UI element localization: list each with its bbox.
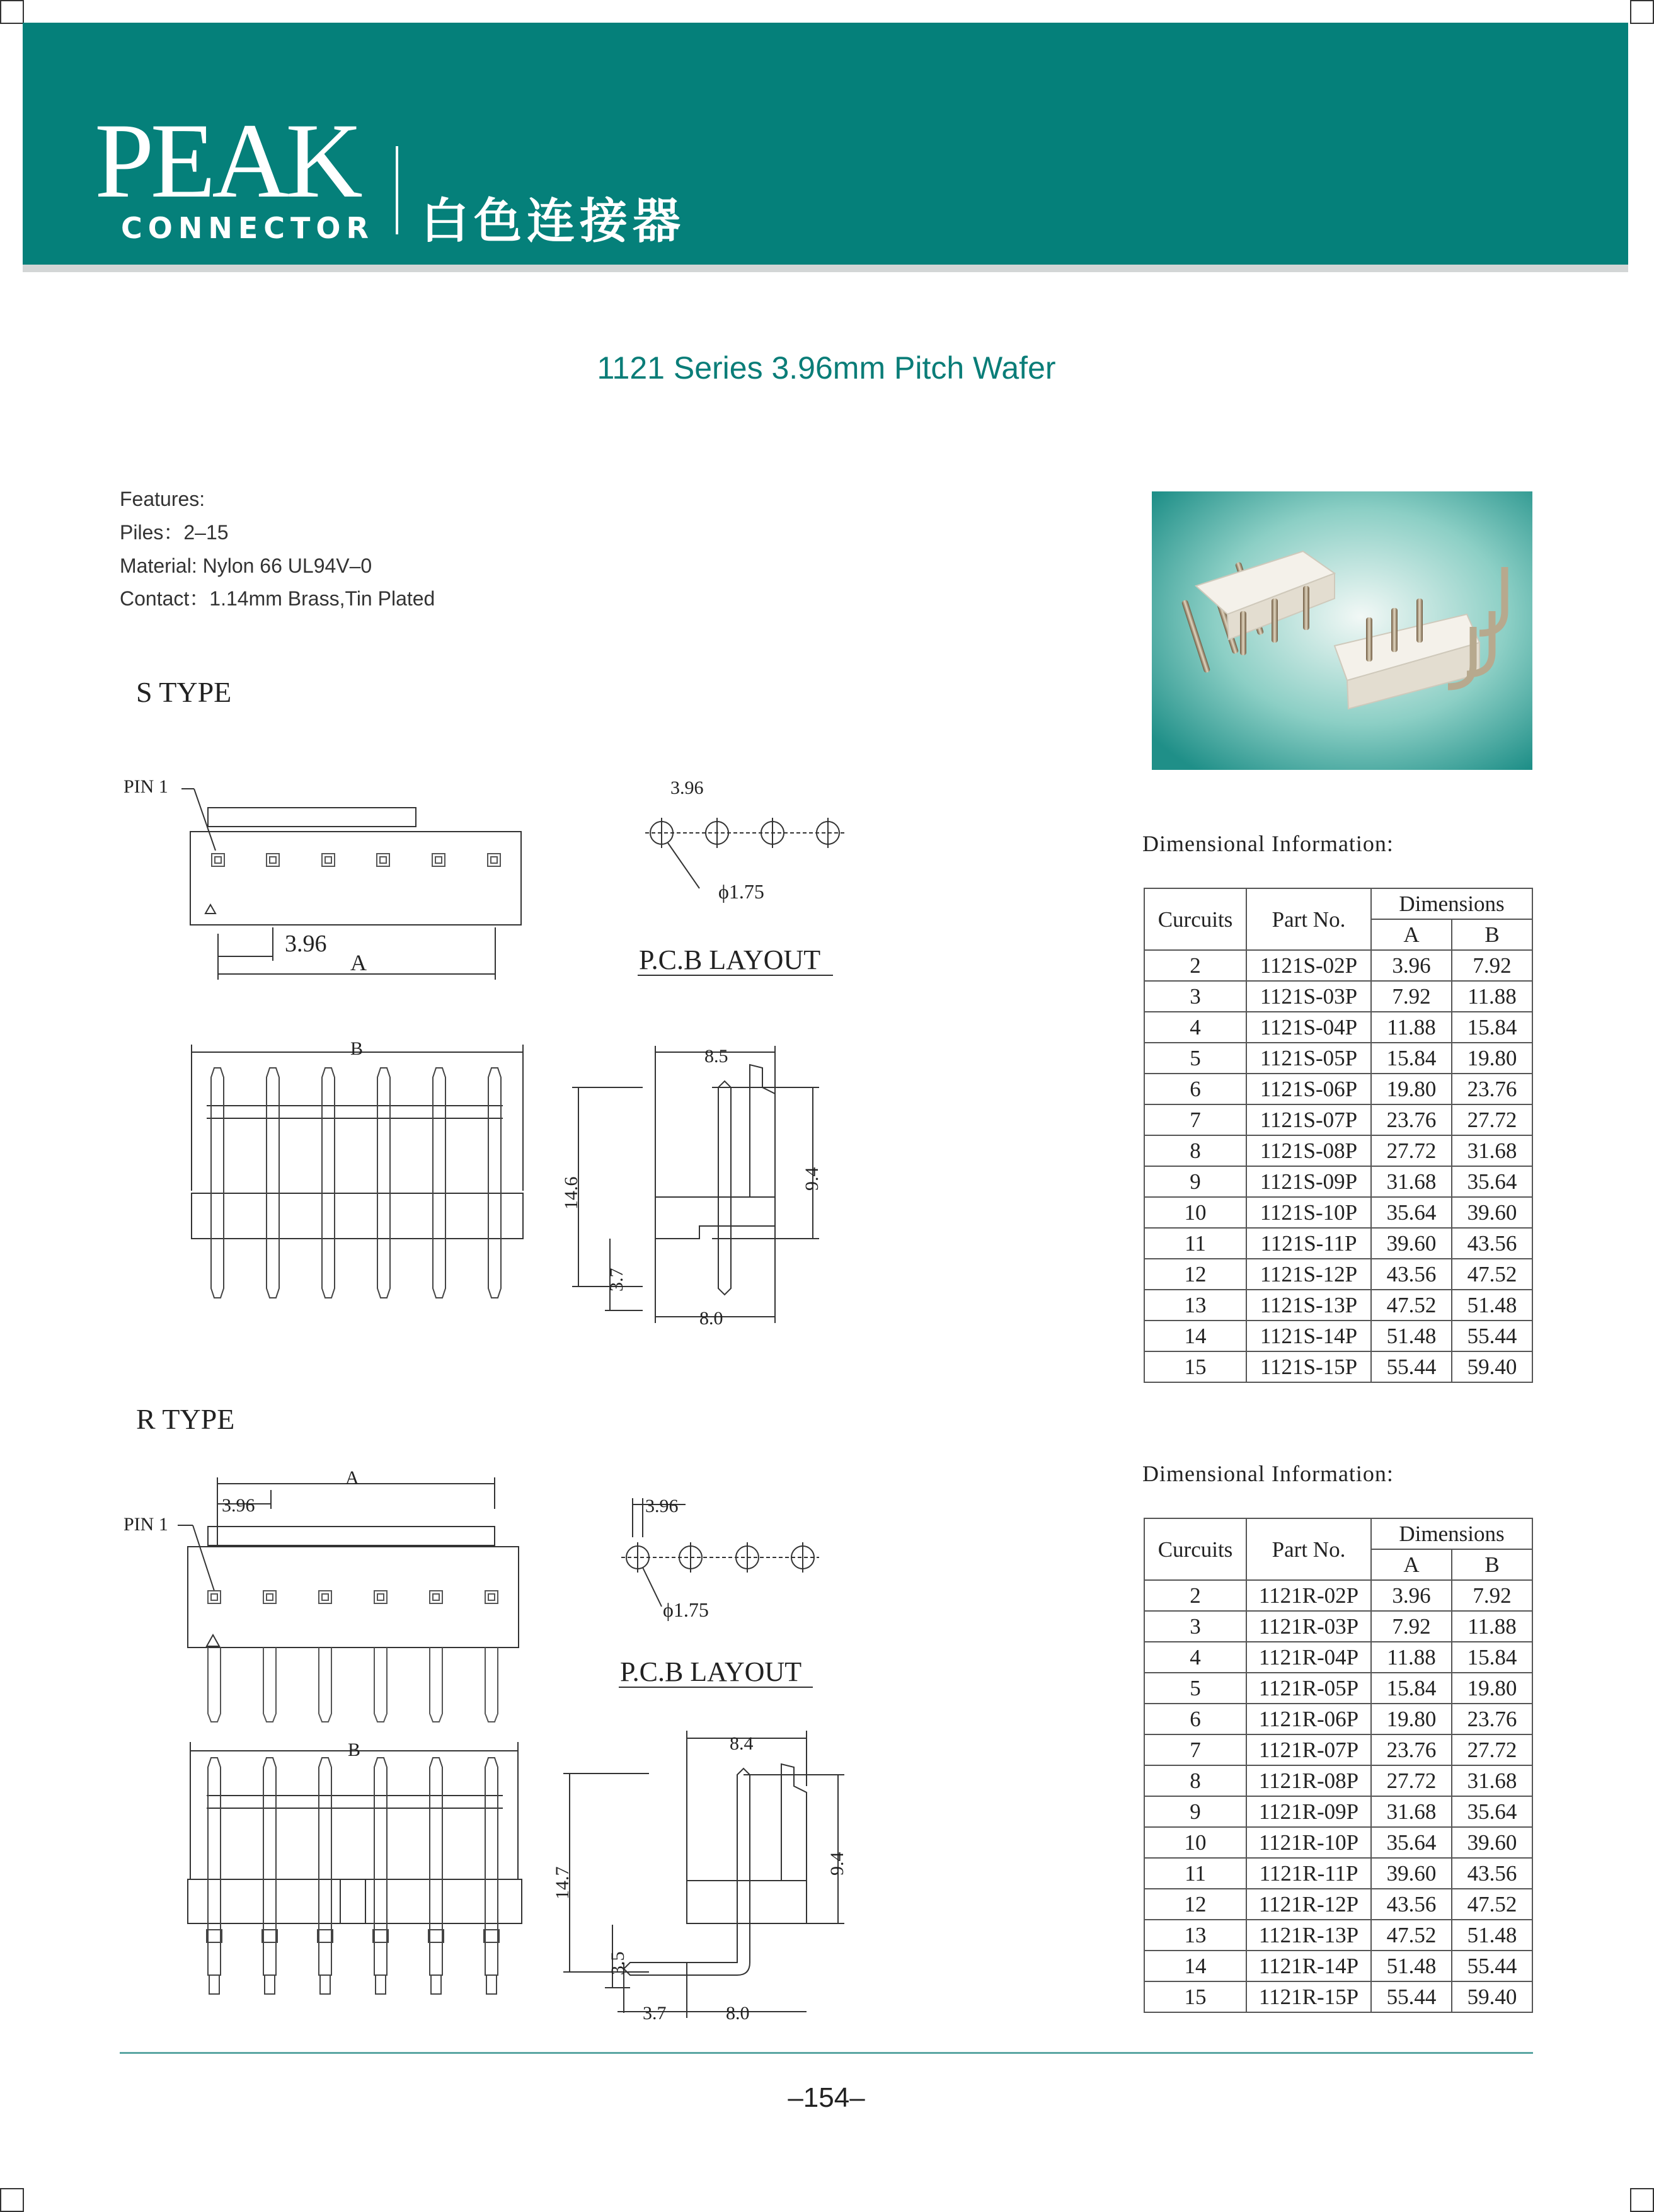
s-cell: 1121S-07P	[1246, 1104, 1371, 1135]
r-cell: 8	[1144, 1765, 1246, 1796]
r-cell: 1121R-07P	[1246, 1734, 1371, 1765]
r-cell: 1121R-03P	[1246, 1611, 1371, 1642]
table-row	[1144, 1704, 1532, 1734]
s-cell: 35.64	[1452, 1166, 1532, 1197]
r-cell: 1121R-14P	[1246, 1951, 1371, 1981]
s-cell: 3	[1144, 981, 1246, 1012]
brand-subtitle: CONNECTOR	[121, 211, 374, 245]
s-type-pcb-layout	[630, 769, 870, 983]
r-cell: 1121R-15P	[1246, 1981, 1371, 2012]
crop-mark-bl	[0, 2188, 24, 2212]
r-cell: 1121R-12P	[1246, 1889, 1371, 1920]
r-cell: 3	[1144, 1611, 1246, 1642]
r-cell: 13	[1144, 1920, 1246, 1951]
s-cell: 12	[1144, 1259, 1246, 1290]
s-cell: 55.44	[1452, 1321, 1532, 1351]
s-cell: 1121S-11P	[1246, 1228, 1371, 1259]
r-side-top: 8.4	[730, 1733, 754, 1754]
s-cell: 11	[1144, 1228, 1246, 1259]
s-cell: 4	[1144, 1012, 1246, 1043]
s-cell: 47.52	[1371, 1290, 1452, 1321]
r-cell: 1121R-02P	[1246, 1580, 1371, 1611]
table-row	[1144, 1951, 1532, 1981]
s-col-circuits: Curcuits	[1144, 888, 1246, 950]
s-col-dimensions: Dimensions	[1371, 888, 1532, 919]
r-cell: 31.68	[1371, 1796, 1452, 1827]
s-type-bottom-view	[183, 1040, 536, 1336]
s-cell: 43.56	[1371, 1259, 1452, 1290]
s-cell: 31.68	[1452, 1135, 1532, 1166]
s-cell: 31.68	[1371, 1166, 1452, 1197]
r-cell: 11.88	[1371, 1642, 1452, 1673]
r-cell: 6	[1144, 1704, 1246, 1734]
r-cell: 23.76	[1371, 1734, 1452, 1765]
r-dimension-table	[1144, 1518, 1533, 2013]
r-cell: 1121R-11P	[1246, 1858, 1371, 1889]
s-type-front-view	[120, 762, 548, 989]
logo-divider	[396, 146, 398, 234]
r-side-tail: 3.5	[607, 1951, 628, 1975]
header-title: 白色连接器	[421, 193, 686, 249]
r-dim-b-label: B	[348, 1739, 361, 1760]
r-cell: 19.80	[1371, 1704, 1452, 1734]
s-cell: 39.60	[1452, 1197, 1532, 1228]
s-side-tail: 3.7	[606, 1268, 627, 1292]
r-col-circuits: Curcuits	[1144, 1518, 1246, 1580]
crop-mark-br	[1630, 2188, 1654, 2212]
features-heading: Features:	[120, 488, 205, 510]
s-cell: 1121S-13P	[1246, 1290, 1371, 1321]
s-cell: 14	[1144, 1321, 1246, 1351]
r-cell: 10	[1144, 1827, 1246, 1858]
r-cell: 1121R-08P	[1246, 1765, 1371, 1796]
r-side-height: 14.7	[552, 1866, 573, 1900]
s-cell: 1121S-15P	[1246, 1351, 1371, 1382]
product-photo	[1152, 491, 1532, 770]
s-cell: 55.44	[1371, 1351, 1452, 1382]
s-cell: 35.64	[1371, 1197, 1452, 1228]
r-cell: 11	[1144, 1858, 1246, 1889]
s-cell: 15.84	[1452, 1012, 1532, 1043]
table-row	[1144, 1012, 1532, 1043]
r-type-bottom-view	[183, 1736, 536, 2007]
s-table-title: Dimensional Information:	[1142, 831, 1394, 856]
footer-divider	[120, 2052, 1533, 2054]
s-cell: 27.72	[1452, 1104, 1532, 1135]
table-row	[1144, 1321, 1532, 1351]
table-row	[1144, 1734, 1532, 1765]
s-cell: 23.76	[1452, 1074, 1532, 1104]
s-cell: 15	[1144, 1351, 1246, 1382]
s-cell: 7	[1144, 1104, 1246, 1135]
s-cell: 1121S-12P	[1246, 1259, 1371, 1290]
r-cell: 35.64	[1452, 1796, 1532, 1827]
table-row	[1144, 1642, 1532, 1673]
feature-contact: Contact：1.14mm Brass,Tin Plated	[120, 587, 435, 610]
r-cell: 1121R-09P	[1246, 1796, 1371, 1827]
r-cell: 15.84	[1452, 1642, 1532, 1673]
s-cell: 11.88	[1452, 981, 1532, 1012]
s-side-right: 9.4	[801, 1167, 822, 1191]
r-cell: 35.64	[1371, 1827, 1452, 1858]
s-col-part: Part No.	[1246, 888, 1371, 950]
r-cell: 27.72	[1452, 1734, 1532, 1765]
s-cell: 27.72	[1371, 1135, 1452, 1166]
header-shadow	[23, 265, 1628, 272]
r-cell: 15.84	[1371, 1673, 1452, 1704]
s-cell: 13	[1144, 1290, 1246, 1321]
s-col-a: A	[1371, 919, 1452, 950]
s-pitch-label: 3.96	[285, 931, 327, 957]
s-cell: 15.84	[1371, 1043, 1452, 1074]
s-cell: 6	[1144, 1074, 1246, 1104]
r-type-heading: R TYPE	[136, 1403, 235, 1435]
s-dim-a-label: A	[350, 950, 367, 975]
r-cell: 51.48	[1371, 1951, 1452, 1981]
s-cell: 1121S-06P	[1246, 1074, 1371, 1104]
r-cell: 39.60	[1452, 1827, 1532, 1858]
table-row	[1144, 1673, 1532, 1704]
table-row	[1144, 1166, 1532, 1197]
table-row	[1144, 1228, 1532, 1259]
s-side-bottom: 8.0	[699, 1308, 723, 1329]
r-col-a: A	[1371, 1549, 1452, 1580]
r-type-side-view	[552, 1723, 847, 2026]
feature-piles: Piles：2–15	[120, 521, 229, 544]
r-cell: 14	[1144, 1951, 1246, 1981]
s-cell: 1121S-10P	[1246, 1197, 1371, 1228]
table-row	[1144, 950, 1532, 981]
r-cell: 7.92	[1371, 1611, 1452, 1642]
crop-mark-tr	[1630, 0, 1654, 24]
r-cell: 4	[1144, 1642, 1246, 1673]
r-col-dimensions: Dimensions	[1371, 1518, 1532, 1549]
s-cell: 10	[1144, 1197, 1246, 1228]
s-cell: 19.80	[1371, 1074, 1452, 1104]
r-cell: 43.56	[1452, 1858, 1532, 1889]
r-pitch-label: 3.96	[222, 1495, 255, 1516]
s-cell: 11.88	[1371, 1012, 1452, 1043]
r-pcb-pitch: 3.96	[645, 1496, 679, 1516]
r-cell: 43.56	[1371, 1889, 1452, 1920]
s-cell: 51.48	[1371, 1321, 1452, 1351]
r-cell: 7	[1144, 1734, 1246, 1765]
s-pin1-label: PIN 1	[123, 776, 168, 797]
r-pcb-hole: ϕ1.75	[663, 1598, 709, 1621]
s-cell: 8	[1144, 1135, 1246, 1166]
r-type-front-pins	[208, 1591, 498, 1722]
s-cell: 5	[1144, 1043, 1246, 1074]
crop-mark-tl	[0, 0, 24, 24]
s-cell: 1121S-08P	[1246, 1135, 1371, 1166]
s-pcb-hole: ϕ1.75	[718, 880, 764, 903]
table-row	[1144, 1827, 1532, 1858]
r-cell: 1121R-06P	[1246, 1704, 1371, 1734]
r-table-title: Dimensional Information:	[1142, 1461, 1394, 1486]
brand-logo: PEAK	[95, 101, 359, 220]
s-cell: 1121S-05P	[1246, 1043, 1371, 1074]
feature-material: Material: Nylon 66 UL94V–0	[120, 554, 372, 577]
table-row	[1144, 1290, 1532, 1321]
r-col-b: B	[1452, 1549, 1532, 1580]
r-pcb-layout-label: P.C.B LAYOUT	[620, 1656, 802, 1687]
s-cell: 2	[1144, 950, 1246, 981]
s-cell: 7.92	[1371, 981, 1452, 1012]
s-type-heading: S TYPE	[136, 676, 232, 708]
r-col-part: Part No.	[1246, 1518, 1371, 1580]
r-type-front-view	[120, 1465, 529, 1736]
r-cell: 23.76	[1452, 1704, 1532, 1734]
s-type-front-pins	[212, 854, 500, 866]
r-cell: 55.44	[1452, 1951, 1532, 1981]
s-side-top: 8.5	[704, 1046, 728, 1067]
table-row	[1144, 1043, 1532, 1074]
table-row	[1144, 1104, 1532, 1135]
r-type-bottom-pins	[207, 1758, 499, 1994]
s-cell: 7.92	[1452, 950, 1532, 981]
r-cell: 47.52	[1371, 1920, 1452, 1951]
s-cell: 1121S-04P	[1246, 1012, 1371, 1043]
table-row	[1144, 1858, 1532, 1889]
table-row	[1144, 1920, 1532, 1951]
r-cell: 19.80	[1452, 1673, 1532, 1704]
table-row	[1144, 1259, 1532, 1290]
r-side-bottom-left: 3.7	[643, 2003, 667, 2024]
r-cell: 11.88	[1452, 1611, 1532, 1642]
r-cell: 7.92	[1452, 1580, 1532, 1611]
table-row	[1144, 1765, 1532, 1796]
table-row	[1144, 1197, 1532, 1228]
r-cell: 1121R-04P	[1246, 1642, 1371, 1673]
r-cell: 55.44	[1371, 1981, 1452, 2012]
table-row	[1144, 1580, 1532, 1611]
s-cell: 19.80	[1452, 1043, 1532, 1074]
s-pcb-pitch: 3.96	[670, 777, 704, 798]
r-cell: 1121R-10P	[1246, 1827, 1371, 1858]
s-side-height: 14.6	[561, 1176, 582, 1210]
s-cell: 3.96	[1371, 950, 1452, 981]
page-title: 1121 Series 3.96mm Pitch Wafer	[597, 350, 1056, 386]
r-cell: 2	[1144, 1580, 1246, 1611]
r-pin1-label: PIN 1	[123, 1514, 168, 1535]
s-cell: 1121S-14P	[1246, 1321, 1371, 1351]
table-row	[1144, 1611, 1532, 1642]
table-row	[1144, 1796, 1532, 1827]
r-cell: 12	[1144, 1889, 1246, 1920]
s-pcb-layout-label: P.C.B LAYOUT	[639, 944, 821, 975]
r-cell: 27.72	[1371, 1765, 1452, 1796]
r-cell: 15	[1144, 1981, 1246, 2012]
s-cell: 51.48	[1452, 1290, 1532, 1321]
s-cell: 9	[1144, 1166, 1246, 1197]
r-cell: 5	[1144, 1673, 1246, 1704]
s-dim-b-label: B	[350, 1038, 364, 1059]
r-cell: 39.60	[1371, 1858, 1452, 1889]
s-cell: 23.76	[1371, 1104, 1452, 1135]
s-col-b: B	[1452, 919, 1532, 950]
r-cell: 3.96	[1371, 1580, 1452, 1611]
s-type-bottom-pins	[211, 1068, 501, 1298]
s-cell: 39.60	[1371, 1228, 1452, 1259]
s-cell: 1121S-02P	[1246, 950, 1371, 981]
page-number: –154–	[788, 2082, 865, 2113]
s-cell: 43.56	[1452, 1228, 1532, 1259]
table-row	[1144, 1074, 1532, 1104]
r-cell: 9	[1144, 1796, 1246, 1827]
s-dimension-table	[1144, 888, 1533, 1383]
r-cell: 31.68	[1452, 1765, 1532, 1796]
table-row	[1144, 1135, 1532, 1166]
s-type-side-view	[561, 1040, 832, 1342]
s-cell: 1121S-09P	[1246, 1166, 1371, 1197]
r-type-pcb-layout	[605, 1487, 844, 1695]
table-row	[1144, 1889, 1532, 1920]
r-cell: 47.52	[1452, 1889, 1532, 1920]
table-row	[1144, 1981, 1532, 2012]
s-cell: 1121S-03P	[1246, 981, 1371, 1012]
s-cell: 59.40	[1452, 1351, 1532, 1382]
table-row	[1144, 981, 1532, 1012]
r-side-right: 9.4	[827, 1852, 847, 1876]
r-cell: 51.48	[1452, 1920, 1532, 1951]
r-dim-a-label: A	[345, 1467, 359, 1488]
table-row	[1144, 1351, 1532, 1382]
r-side-bottom: 8.0	[726, 2003, 750, 2024]
r-cell: 1121R-13P	[1246, 1920, 1371, 1951]
s-cell: 47.52	[1452, 1259, 1532, 1290]
r-cell: 1121R-05P	[1246, 1673, 1371, 1704]
r-cell: 59.40	[1452, 1981, 1532, 2012]
